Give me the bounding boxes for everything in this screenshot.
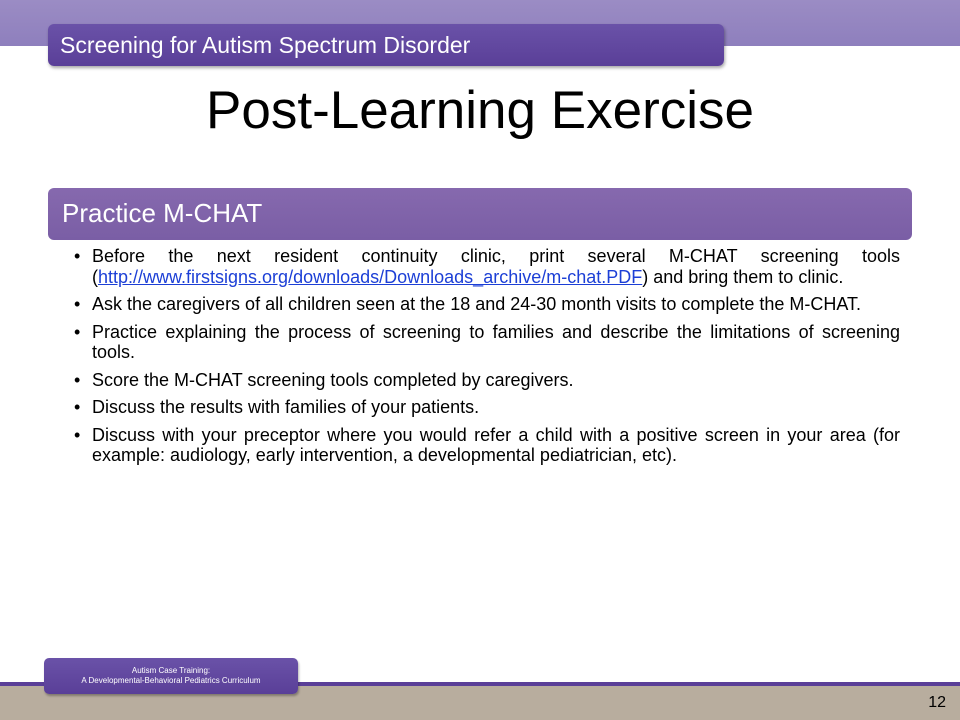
page-number: 12: [928, 694, 946, 711]
bullet-text: Ask the caregivers of all children seen at the 18 and 24-30 month visits to complete the M-CHAT.: [92, 294, 862, 314]
bullet-text: Practice explaining the process of screening to families and describe the limitations of screening tools.: [92, 321, 900, 362]
list-item: [74, 246, 900, 287]
section-heading-bar: [48, 188, 912, 240]
bullet-text: Discuss the results with families of your patients.: [92, 397, 480, 417]
course-title: Screening for Autism Spectrum Disorder: [60, 32, 471, 58]
footer-curriculum-badge: [44, 658, 298, 694]
bullet-dot: •: [74, 294, 81, 314]
slide-title: Post-Learning Exercise: [206, 81, 754, 140]
mchat-download-link[interactable]: http://www.firstsigns.org/downloads/Downloads_archive/m-chat.PDF: [98, 266, 643, 287]
bullet-text: Score the M-CHAT screening tools completed by caregivers.: [92, 369, 574, 390]
footer-line-2: A Developmental-Behavioral Pediatrics Curriculum: [81, 676, 261, 685]
course-title-banner: [48, 24, 724, 66]
section-heading: Practice M-CHAT: [62, 198, 263, 228]
list-item: [74, 370, 900, 391]
footer-line-1: Autism Case Training:: [131, 666, 211, 675]
list-item: [74, 322, 900, 363]
list-item: [74, 425, 900, 466]
bullet-dot: •: [74, 246, 81, 266]
bullet-dot: •: [74, 397, 81, 417]
bullet-dot: •: [74, 369, 81, 390]
bullet-list: [74, 246, 900, 473]
bullet-text: ) and bring them to clinic.: [642, 266, 844, 287]
bullet-dot: •: [74, 321, 81, 342]
bullet-text: Before the next resident continuity clinic, print several M-CHAT screening tools (: [92, 246, 900, 287]
bullet-text: Discuss with your preceptor where you would refer a child with a positive screen in your area (for example: audiology, early intervention, a developmental pediatrician, etc).: [92, 424, 900, 465]
list-item: [74, 397, 900, 418]
list-item: [74, 294, 900, 315]
bullet-dot: •: [74, 424, 81, 445]
